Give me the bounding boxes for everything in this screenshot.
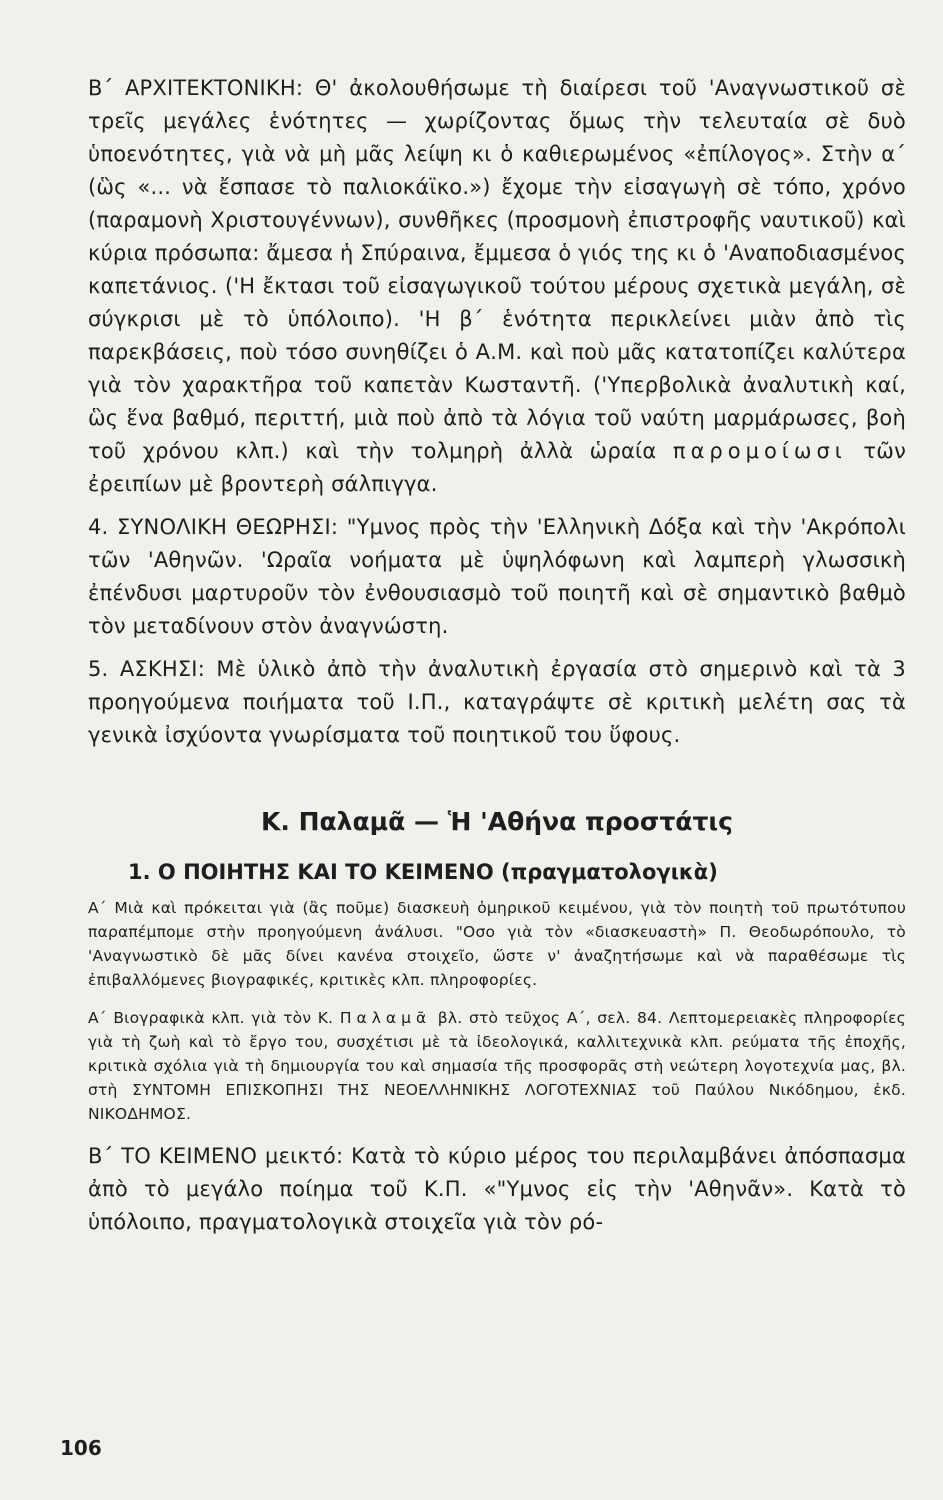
architecture-spaced-word: παρομοίωσι [672,439,847,463]
chapter-subtitle: 1. Ο ΠΟΙΗΤΗΣ ΚΑΙ ΤΟ ΚΕΙΜΕΝΟ (πραγματολογικὰ) [128,860,718,884]
poet-paragraph-2 [88,1006,906,1126]
architecture-text: Β΄ ΑΡΧΙΤΕΚΤΟΝΙΚΗ: Θ' ἀκολουθήσωμε τὴ διαίρεσι τοῦ 'Αναγνωστικοῦ σὲ τρεῖς μεγάλες ἑνότητες — χωρίζοντας ὅμως τὴν τελευταία σὲ δυὸ ὑποενότητες, γιὰ νὰ μὴ μᾶς λείψη κι ὁ καθιερωμένος «ἐπίλογος». Στὴν α΄ (ὣς «... νὰ ἔσπασε τὸ παλιοκάϊκο.») ἔχομε τὴν εἰσαγωγὴ σὲ τόπο, χρόνο (παραμονὴ Χριστουγέννων), συνθῆκες (προσμονὴ ἐπιστροφῆς ναυτικοῦ) καὶ κύρια πρόσωπα: ἄμεσα ἡ Σπύραινα, ἔμμεσα ὁ γιός της κι ὁ 'Αναποδιασμένος καπετάνιος. ('Η ἔκτασι τοῦ εἰσαγωγικοῦ τούτου μέρους σχετικὰ μεγάλη, σὲ σύγκρισι μὲ τὸ ὑπόλοιπο). 'Η β΄ ἑνότητα περικλείνει μιὰν ἀπὸ τὶς παρεκβάσεις, ποὺ τόσο συνηθίζει ὁ Α.Μ. καὶ ποὺ μᾶς κατατοπίζει καλύτερα γιὰ τὸν χαρακτῆρα τοῦ καπετὰν Κωσταντῆ. ('Υπερβολικὰ ἀναλυτικὴ καί, ὣς ἕνα βαθμό, περιττή, μιὰ ποὺ ἀπὸ τὰ λόγια τοῦ ναύτη μαρμάρωσες, βοὴ τοῦ χρόνου κλπ.) καὶ τὴν τολμηρὴ ἀλλὰ ὡραία [88,76,906,463]
page-body [88,72,906,1239]
text-paragraph: Β΄ ΤΟ ΚΕΙΜΕΝΟ μεικτό: Κατὰ τὸ κύριο μέρος του περιλαμβάνει ἀπόσπασμα ἀπὸ τὸ μεγάλο ποίημα τοῦ Κ.Π. «"Υμνος εἰς τὴν 'Αθηνᾶν». Κατὰ τὸ ὑπόλοιπο, πραγματολογικὰ στοιχεῖα γιὰ τὸν ρό- [88,1144,906,1234]
poet-name-spaced: Παλαμᾶ [339,1009,432,1027]
page-number: 106 [60,1436,102,1460]
poet-paragraph-2-start: Α΄ Βιογραφικὰ κλπ. γιὰ τὸν Κ. [88,1009,340,1027]
chapter-title: Κ. Παλαμᾶ — Ἡ 'Αθήνα προστάτις [261,807,733,836]
architecture-paragraph [88,72,906,501]
architecture-ending: τῶν ἐρειπίων μὲ βροντερὴ σάλπιγγα. [88,439,906,496]
synthesis-paragraph: 4. ΣΥΝΟΛΙΚΗ ΘΕΩΡΗΣΙ: "Υμνος πρὸς τὴν 'Ελληνικὴ Δόξα καὶ τὴν 'Ακρόπολι τῶν 'Αθηνῶν. 'Ωραῖα νοήματα μὲ ὑψηλόφωνη καὶ λαμπερὴ γλωσσικὴ ἐπένδυσι μαρτυροῦν τὸν ἐνθουσιασμὸ τοῦ ποιητῆ καὶ σὲ σημαντικὸ βαθμὸ τὸν μεταδίνουν στὸν ἀναγνώστη. [88,515,906,638]
poet-paragraph-1: Α΄ Μιὰ καὶ πρόκειται γιὰ (ἂς ποῦμε) διασκευὴ ὁμηρικοῦ κειμένου, γιὰ τὸν ποιητὴ τοῦ πρωτότυπου παραπέμπομε στὴν προηγούμενη ἀνάλυσι. "Οσο γιὰ τὸν «διασκευαστὴ» Π. Θεοδωρόπουλο, τὸ 'Αναγνωστικὸ δὲ μᾶς δίνει κανένα στοιχεῖο, ὥστε ν' ἀναζητήσωμε καὶ νὰ παραθέσωμε τὶς ἐπιβαλλόμενες βιογραφικές, κριτικὲς κλπ. πληροφορίες. [88,899,906,989]
exercise-paragraph: 5. ΑΣΚΗΣΙ: Μὲ ὑλικὸ ἀπὸ τὴν ἀναλυτικὴ ἐργασία στὸ σημερινὸ καὶ τὰ 3 προηγούμενα ποιήματα τοῦ Ι.Π., καταγράψτε σὲ κριτικὴ μελέτη σας τὰ γενικὰ ἰσχύοντα γνωρίσματα τοῦ ποιητικοῦ του ὕφους. [88,657,906,747]
poet-paragraph-2-end: βλ. στὸ τεῦχος Α΄, σελ. 84. Λεπτομερειακὲς πληροφορίες γιὰ τὴ ζωὴ καὶ τὸ ἔργο του, συσχέτισι μὲ τὰ ἰδεολογικά, καλλιτεχνικὰ κλπ. ρεύματα τῆς ἐποχῆς, κριτικὰ σχόλια γιὰ τὴ δημιουργία του καὶ σημασία τῆς προσφορᾶς στὴ νεώτερη λογοτεχνία μας, βλ. στὴ ΣΥΝΤΟΜΗ ΕΠΙΣΚΟΠΗΣΙ ΤΗΣ ΝΕΟΕΛΛΗΝΙΚΗΣ ΛΟΓΟΤΕΧΝΙΑΣ τοῦ Παύλου Νικόδημου, ἐκδ. ΝΙΚΟΔΗΜΟΣ. [88,1009,906,1123]
